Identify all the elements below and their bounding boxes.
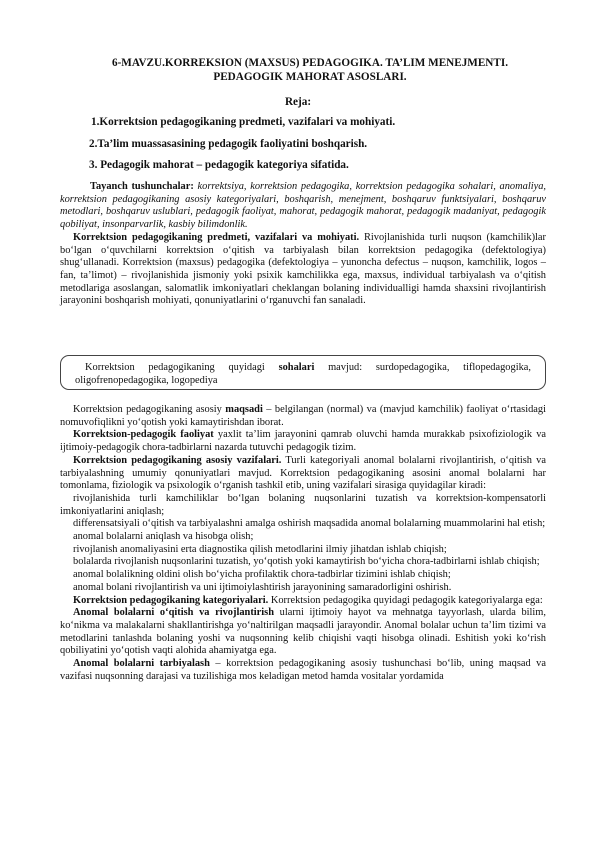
section-heading-1: Korrektsion pedagogikaning predmeti, vazifalari va mohiyati. <box>73 231 360 243</box>
page-title <box>60 56 560 84</box>
key-concepts-paragraph <box>60 181 546 232</box>
tasks-paragraph: Korrektsion pedagogikaning asosiy vazifalari. Turli kategoriyali anomal bolalarni rivojlantirish, o‘qitish va tarbiyalashning umumiy qonuniyatlari mavjud. Korrektsion pedagogikaning asosini anomal bolalarni har tomonlama, fiziologik va psixologik o‘rganish tashkil etib, uning vazifalari sirasiga quyidagilar kiradi: <box>60 454 546 492</box>
title-line-1: 6-MAVZU.KORREKSION (MAXSUS) PEDAGOGIKA. TA’LIM MENEJMENTI. <box>111 57 509 69</box>
main-section <box>60 404 546 683</box>
key-concepts-text: korrektsiya, korrektsion pedagogika, korrektsion pedagogika sohalari, anomaliya, korrektsion pedagogikaning asosiy kategoriyalari, boshqarish, menejment, boshqaruv funktsiyalari, boshqaruv metodlari, boshqaruv uslublari, pedagogik faoliyat, mahorat, pedagogik mahorat, pedagogik madaniyat, pedagogik qobiliyat, insonparvarlik, kasbiy bilimdonlik. <box>60 181 546 231</box>
task-item: differensatsiyali o‘qitish va tarbiyalashni amalga oshirish maqsadida anomal bolalarning muammolarini hal etish; <box>73 518 546 530</box>
branches-text: Korrektsion pedagogikaning quyidagi sohalari mavjud: surdopedagogika, tiflopedagogika, oligofrenopedagogika, logopediya <box>75 362 531 386</box>
tasks-heading: Korrektsion pedagogikaning asosiy vazifalari. <box>73 454 282 466</box>
task-item: anomal bolani rivojlantirish va uni ijtimoiylashtirish jarayonining samaradorligini oshirish. <box>73 581 452 593</box>
categories-heading: Korrektsion pedagogikaning kategoriyalari. <box>73 594 269 606</box>
plan-item-1: 1.Korrektsion pedagogikaning predmeti, vazifalari va mohiyati. <box>91 116 396 128</box>
definition-paragraph <box>60 232 546 308</box>
plan-heading: Reja: <box>284 96 312 108</box>
upbringing-keyword: Anomal bolalarni tarbiyalash <box>73 658 210 670</box>
plan-item-2: 2.Ta’lim muassasasining pedagogik faoliyatini boshqarish. <box>89 138 368 150</box>
intro-section <box>60 181 546 308</box>
branches-box <box>60 355 546 390</box>
teaching-keyword: Anomal bolalarni o‘qitish va rivojlantirish <box>73 607 274 619</box>
branches-keyword: sohalari <box>278 362 315 373</box>
plan-item-3: 3. Pedagogik mahorat – pedagogik kategoriya sifatida. <box>89 159 349 171</box>
teaching-paragraph: Anomal bolalarni o‘qitish va rivojlantirish ularni ijtimoiy hayot va mehnatga tayyorlash, ularda bilim, ko‘nikma va malakalarni shakllantirishga yo‘naltirilgan maqsadli jarayondir. Anomal bolalar uchun ta’lim tizimi va metodlarini tanlashda bolaning yoshi va nuqsonning kelib chiqishi vaqti hisobga olinadi. Eshitish yoki ko‘rish qobiliyatini yo‘qotish vaqti alohida ahamiyatga ega. <box>60 607 546 657</box>
task-item: rivojlanish anomaliyasini erta diagnostika qilish metodlarini ilmiy jihatdan ishlab chiqish; <box>73 543 447 555</box>
title-line-2: PEDAGOGIK MAHORAT ASOSLARI. <box>213 71 407 83</box>
definition-text: Rivojlanishida turli nuqson (kamchilik)lar bo‘lgan o‘quvchilarni korrektsion o‘qitish va tarbiyalash bilan korrektsion pedagogika (defektologiya) shug‘ullanadi. Korrektsion (maxsus) pedagogika (defektologiya – yunoncha defectus – nuqson, kamchilik, logos – fan, ta’limot) – rivojlanishida jismoniy yoki psixik kamchilikka ega, maxsus, individual tarbiyalash va o‘qitish metodlariga asoslangan, salomatlik imkoniyatlari cheklangan bolaning individualligi hamda shaxsini rivojlantirish jarayonini boshqarish mohiyati, qonuniyatlarini o‘rganuvchi fan sanaladi. <box>60 231 546 307</box>
task-item: rivojlanishida turli kamchiliklar bo‘lgan bolaning nuqsonlarini tuzatish va korrektsion-kompensatorli imkoniyatlarini aniqlash; <box>60 492 546 517</box>
upbringing-paragraph: Anomal bolalarni tarbiyalash – korrektsion pedagogikaning asosiy tushunchasi bo‘lib, uning maqsad va vazifasi nuqsonning darajasi va tuzilishiga mos keladigan metod hamda vositalar yordamida <box>60 658 546 682</box>
key-concepts-label: Tayanch tushunchalar: <box>90 181 194 192</box>
activity-paragraph: Korrektsion-pedagogik faoliyat yaxlit ta’lim jarayonini qamrab oluvchi hamda murakkab psixofiziologik va ijtimoiy-pedagogik chora-tadbirlarni nazarda tutuvchi pedagogik tizim. <box>60 429 547 454</box>
categories-paragraph: Korrektsion pedagogikaning kategoriyalari. Korrektsion pedagogika quyidagi pedagogik kategoriyalarga ega: <box>73 594 543 606</box>
activity-keyword: Korrektsion-pedagogik faoliyat <box>73 429 214 441</box>
task-item: anomal bolalarni aniqlash va hisobga olish; <box>73 531 254 543</box>
goal-keyword: maqsadi <box>225 404 263 415</box>
task-item: bolalarda rivojlanish nuqsonlarini tuzatish, yo‘qotish yoki kamaytirish bo‘yicha chora-tadbirlarni ishlab chiqish; <box>73 556 540 568</box>
goal-paragraph: Korrektsion pedagogikaning asosiy maqsadi – belgilangan (normal) va (mavjud kamchilik) faoliyat o‘rtasidagi nomuvofiqlikni yo‘qotish yoki kamaytirishdan iborat. <box>60 404 546 428</box>
task-item: anomal bolalikning oldini olish bo‘yicha profilaktik chora-tadbirlar tizimini ishlab chiqish; <box>73 569 451 581</box>
